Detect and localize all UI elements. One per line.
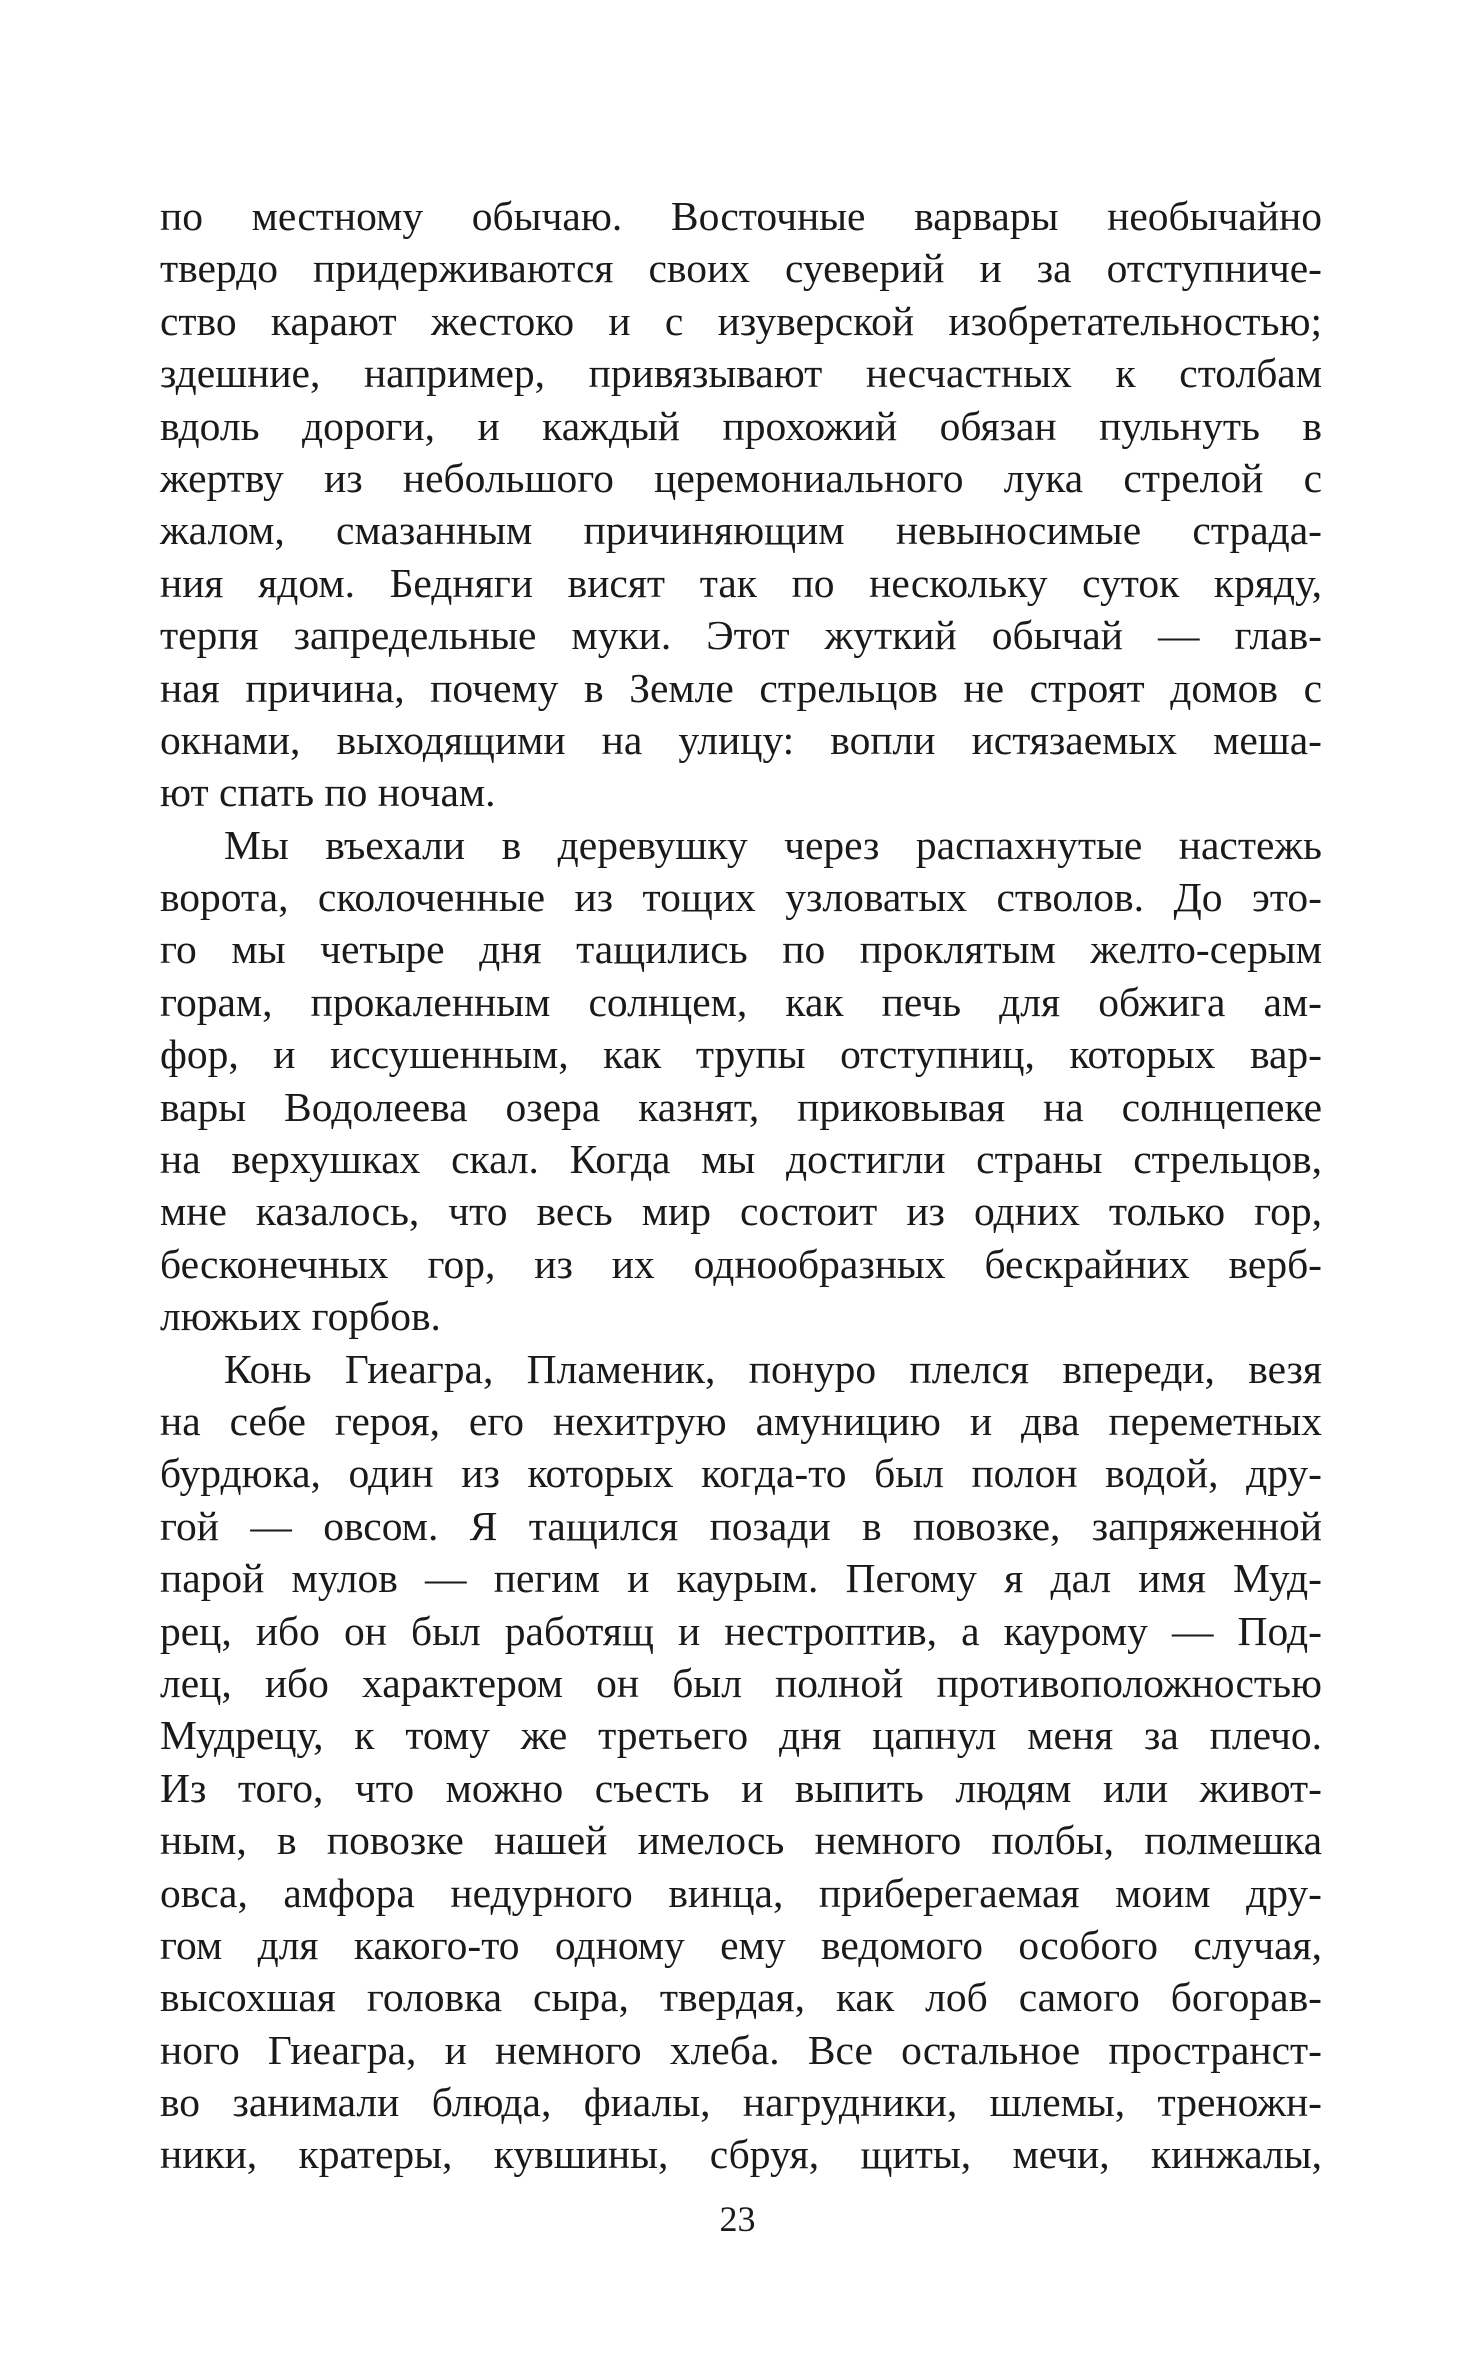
text-line: лец, ибо характером он был полной противоположностью <box>160 1659 1322 1706</box>
paragraph <box>160 190 1322 819</box>
paragraph <box>160 819 1322 1343</box>
text-line: на верхушках скал. Когда мы достигли страны стрельцов, <box>160 1136 1322 1183</box>
text-line: во занимали блюда, фиалы, нагрудники, шлемы, треножн- <box>160 2079 1322 2126</box>
text-line: жертву из небольшого церемониального лука стрелой с <box>160 454 1322 501</box>
text-line: бесконечных гор, из их однообразных бескрайних верб- <box>160 1240 1322 1287</box>
text-line: здешние, например, привязывают несчастных к столбам <box>160 350 1322 397</box>
text-line: мне казалось, что весь мир состоит из одних только гор, <box>160 1188 1322 1235</box>
text-line: ния ядом. Бедняги висят так по нескольку суток кряду, <box>160 559 1322 606</box>
text-line: Из того, что можно съесть и выпить людям или живот- <box>160 1764 1322 1811</box>
page-number: 23 <box>719 2199 756 2239</box>
text-line: жалом, смазанным причиняющим невыносимые страда- <box>160 507 1322 554</box>
text-line: Конь Гиеагра, Пламеник, понуро плелся впереди, везя <box>224 1345 1322 1392</box>
text-line: твердо придерживаются своих суеверий и за отступниче- <box>160 245 1322 292</box>
text-line: вдоль дороги, и каждый прохожий обязан пульнуть в <box>160 402 1322 449</box>
text-line: по местному обычаю. Восточные варвары необычайно <box>160 193 1322 239</box>
text-line: ным, в повозке нашей имелось немного полбы, полмешка <box>160 1817 1322 1864</box>
text-line: ники, кратеры, кувшины, сбруя, щиты, мечи, кинжалы, <box>160 2131 1322 2178</box>
text-line: бурдюка, один из которых когда-то был полон водой, дру- <box>160 1450 1322 1497</box>
text-line: ют спать по ночам. <box>160 769 496 816</box>
paragraph <box>160 1343 1322 2181</box>
text-line: гом для какого-то одному ему ведомого особого случая, <box>160 1921 1322 1968</box>
text-line: ство карают жестоко и с изуверской изобретательностью; <box>160 297 1322 344</box>
text-line: Мудрецу, к тому же третьего дня цапнул меня за плечо. <box>160 1712 1322 1759</box>
text-line: горам, прокаленным солнцем, как печь для обжига ам- <box>160 978 1322 1025</box>
text-line: вары Водолеева озера казнят, приковывая на солнцепеке <box>160 1083 1322 1130</box>
text-line: гой — овсом. Я тащился позади в повозке, запряженной <box>160 1502 1322 1549</box>
text-line: Мы въехали в деревушку через распахнутые настежь <box>224 821 1322 868</box>
text-line: высохшая головка сыра, твердая, как лоб самого богорав- <box>160 1974 1322 2021</box>
text-line: рец, ибо он был работящ и нестроптив, а каурому — Под- <box>160 1607 1322 1654</box>
text-line: ного Гиеагра, и немного хлеба. Все остальное пространст- <box>160 2026 1322 2073</box>
text-line: фор, и иссушенным, как трупы отступниц, которых вар- <box>160 1031 1322 1078</box>
body-text <box>160 190 1322 2181</box>
text-line: ная причина, почему в Земле стрельцов не строят домов с <box>160 664 1322 711</box>
text-line: парой мулов — пегим и каурым. Пегому я дал имя Муд- <box>160 1555 1322 1602</box>
text-line: ворота, сколоченные из тощих узловатых стволов. До это- <box>160 874 1322 921</box>
text-line: окнами, выходящими на улицу: вопли истязаемых меша- <box>160 716 1322 763</box>
text-line: на себе героя, его нехитрую амуницию и два переметных <box>160 1397 1322 1444</box>
text-line: люжьих горбов. <box>160 1293 441 1340</box>
text-line: го мы четыре дня тащились по проклятым желто-серым <box>160 926 1322 973</box>
text-line: овса, амфора недурного винца, приберегаемая моим дру- <box>160 1869 1322 1916</box>
text-line: терпя запредельные муки. Этот жуткий обычай — глав- <box>160 612 1322 659</box>
